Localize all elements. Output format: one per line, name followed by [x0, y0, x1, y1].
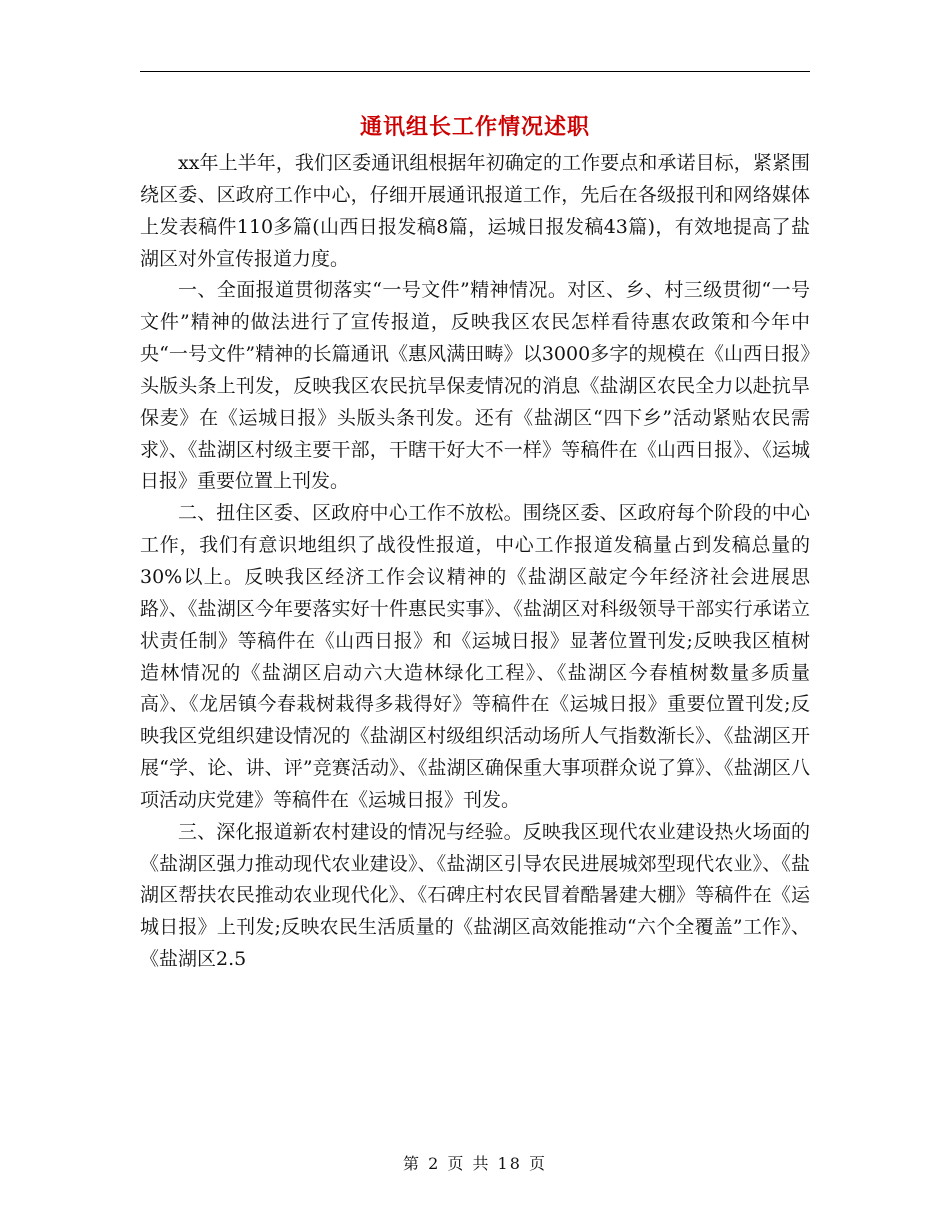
- paragraph-section-3: 三、深化报道新农村建设的情况与经验。反映我区现代农业建设热火场面的《盐湖区强力推动现代农业建设》、《盐湖区引导农民进展城郊型现代农业》、《盐湖区帮扶农民推动农业现代化》、《石碑庄村农民冒着酷暑建大棚》等稿件在《运城日报》上刊发;反映农民生活质量的《盐湖区高效能推动“六个全覆盖”工作》、《盐湖区2.5: [140, 820, 810, 971]
- paragraph-section-1: 一、全面报道贯彻落实“一号文件”精神情况。对区、乡、村三级贯彻“一号文件”精神的做法进行了宣传报道，反映我区农民怎样看待惠农政策和今年中央“一号文件”精神的长篇通讯《惠风满田畴》以3000多字的规模在《山西日报》头版头条上刊发，反映我区农民抗旱保麦情况的消息《盐湖区农民全力以赴抗旱保麦》在《运城日报》头版头条刊发。还有《盐湖区“四下乡”活动紧贴农民需求》、《盐湖区村级主要干部，干瞎干好大不一样》等稿件在《山西日报》、《运城日报》重要位置上刊发。: [140, 279, 810, 493]
- document-title: 通讯组长工作情况述职: [359, 114, 590, 140]
- page-number-footer: 第 2 页 共 18 页: [403, 1154, 547, 1173]
- paragraph-intro: xx年上半年，我们区委通讯组根据年初确定的工作要点和承诺目标，紧紧围绕区委、区政府工作中心，仔细开展通讯报道工作，先后在各级报刊和网络媒体上发表稿件110多篇(山西日报发稿8篇，运城日报发稿43篇)，有效地提高了盐湖区对外宣传报道力度。: [140, 152, 810, 270]
- paragraph-section-2: 二、扭住区委、区政府中心工作不放松。围绕区委、区政府每个阶段的中心工作，我们有意识地组织了战役性报道，中心工作报道发稿量占到发稿总量的30%以上。反映我区经济工作会议精神的《盐湖区敲定今年经济社会进展思路》、《盐湖区今年要落实好十件惠民实事》、《盐湖区对科级领导干部实行承诺立状责任制》等稿件在《山西日报》和《运城日报》显著位置刊发;反映我区植树造林情况的《盐湖区启动六大造林绿化工程》、《盐湖区今春植树数量多质量高》、《龙居镇今春栽树栽得多栽得好》等稿件在《运城日报》重要位置刊发;反映我区党组织建设情况的《盐湖区村级组织活动场所人气指数渐长》、《盐湖区开展“学、论、讲、评”竞赛活动》、《盐湖区确保重大事项群众说了算》、《盐湖区八项活动庆党建》等稿件在《运城日报》刊发。: [140, 502, 810, 811]
- document-body: [140, 148, 810, 976]
- header-rule: [140, 71, 810, 72]
